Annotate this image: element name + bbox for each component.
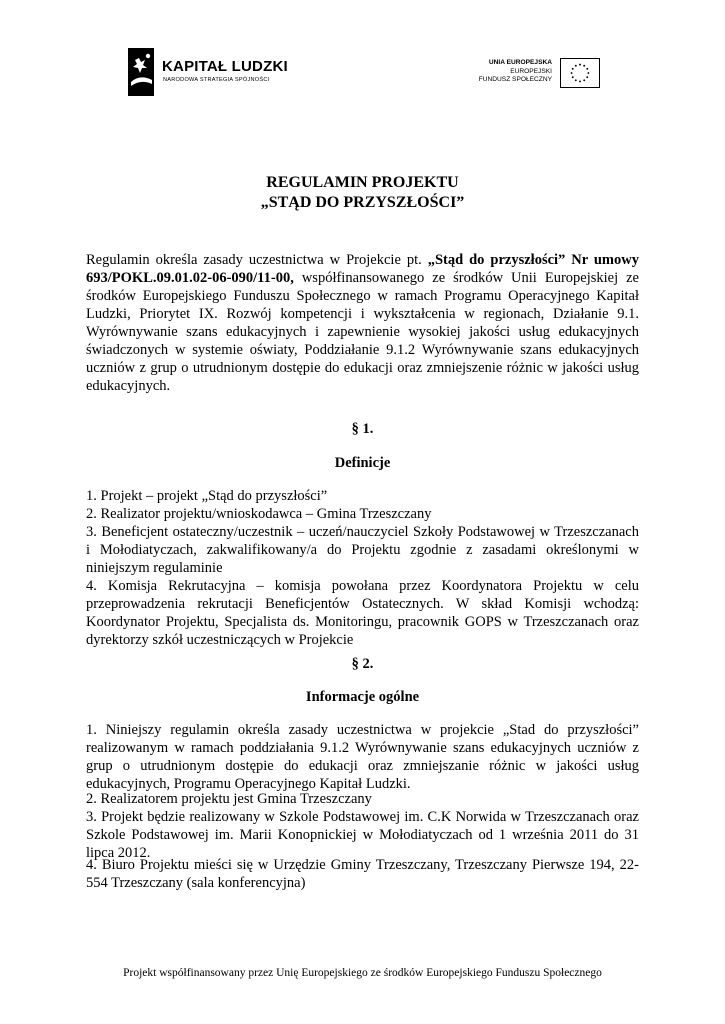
kapital-ludzki-emblem-icon: [126, 46, 156, 98]
eu-logo-line1: UNIA EUROPEJSKA: [488, 59, 552, 66]
eu-logo-text: [479, 59, 552, 85]
document-title-line2: „STĄD DO PRZYSZŁOŚCI”: [260, 194, 465, 211]
eu-flag-icon: [560, 58, 600, 88]
intro-lead: Regulamin określa zasady uczestnictwa w Projekcie pt.: [86, 252, 428, 268]
section2-item-2: 2. Realizatorem projektu jest Gmina Trzeszczany: [86, 791, 372, 807]
section1-item-3: 3. Beneficjent ostateczny/uczestnik – uczeń/nauczyciel Szkoły Podstawowej w Trzeszczanach i Mołodiatyczach, zakwalifikowany/a do Projektu zgodnie z zasadami określonymi w niniejszym regulaminie: [86, 524, 639, 576]
kapital-ludzki-logo: [126, 46, 296, 100]
section1-number: § 1.: [351, 421, 374, 437]
section1-item-1: 1. Projekt – projekt „Stąd do przyszłości”: [86, 488, 328, 504]
section1-item-2: 2. Realizator projektu/wnioskodawca – Gmina Trzeszczany: [86, 506, 432, 522]
intro-rest: współfinansowanego ze środków Unii Europejskiej ze środków Europejskiego Funduszu Społecznego w ramach Programu Operacyjnego Kapitał Ludzki, Priorytet IX. Rozwój kompetencji i wykształcenia w regionach, Działanie 9.1. Wyrównywanie szans edukacyjnych i zapewnienie wysokiej jakości usług edukacyjnych świadczonych w systemie oświaty, Poddziałanie 9.1.2 Wyrównywanie szans edukacyjnych uczniów z grup o utrudnionym dostępie do edukacji oraz zmniejszenie różnic w jakości usług edukacyjnych.: [86, 270, 639, 394]
section1-heading: Definicje: [334, 455, 391, 471]
section1-item-4: 4. Komisja Rekrutacyjna – komisja powołana przez Koordynatora Projektu w celu przeprowadzenia rekrutacji Beneficjentów Ostatecznych. W skład Komisji wchodzą: Koordynator Projektu, Specjalista ds. Monitoringu, pracownik GOPS w Trzeszczanach oraz dyrektorzy szkół uczestniczących w Projekcie: [86, 578, 639, 648]
page-footer: Projekt współfinansowany przez Unię Europejskiego ze środków Europejskiego Funduszu Społecznego: [123, 967, 602, 979]
section2-number: § 2.: [351, 656, 374, 672]
kl-logo-subtitle: NARODOWA STRATEGIA SPÓJNOŚCI: [163, 77, 270, 83]
section2-heading: Informacje ogólne: [305, 689, 420, 705]
eu-logo: [468, 58, 600, 90]
eu-logo-line2: EUROPEJSKI: [510, 67, 552, 75]
eu-logo-line3: FUNDUSZ SPOŁECZNY: [478, 76, 552, 84]
kl-logo-title: KAPITAŁ LUDZKI: [162, 58, 288, 75]
intro-bold: „Stąd do przyszłości” Nr umowy 693/POKL.09.01.02-06-090/11-00,: [86, 252, 639, 286]
section2-item-1: 1. Niniejszy regulamin określa zasady uczestnictwa w projekcie „Stad do przyszłości” realizowanym w ramach poddziałania 9.1.2 Wyrównywanie szans edukacyjnych uczniów z grup o utrudnionym dostępie do edukacji oraz zmniejszanie różnic w jakości usług edukacyjnych, Programu Operacyjnego Kapitał Ludzki.: [86, 722, 639, 792]
section2-item-4: 4. Biuro Projektu mieści się w Urzędzie Gminy Trzeszczany, Trzeszczany Pierwsze 194, 22-554 Trzeszczany (sala konferencyjna): [86, 857, 639, 891]
intro-paragraph: [86, 251, 639, 395]
section2-item-3: 3. Projekt będzie realizowany w Szkole Podstawowej im. C.K Norwida w Trzeszczanach oraz Szkole Podstawowej im. Marii Konopnickiej w Mołodiatyczach od 1 września 2011 do 31 lipca 2012.: [86, 809, 639, 861]
document-title-line1: REGULAMIN PROJEKTU: [266, 174, 459, 191]
